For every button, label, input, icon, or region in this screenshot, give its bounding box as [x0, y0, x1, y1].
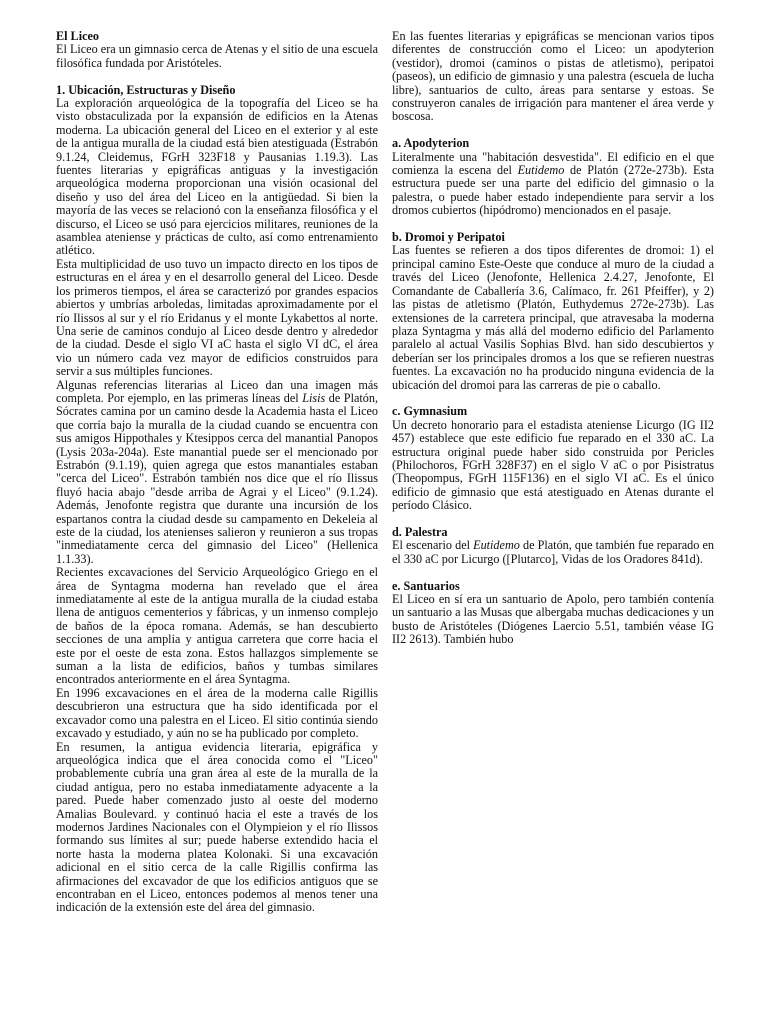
paragraph-exploracion: La exploración arqueológica de la topografía del Liceo se ha visto obstaculizada por la expansión de edificios en la Atenas moderna. La ubicación general del Liceo en el exterior y al este de la antigua muralla de la ciudad está bien atestiguada (Estrabón 9.1.24, Cleidemus, FGrH 323F18 y Pausanias 1.19.3). Las fuentes literarias y epigráficas antiguas y la investigación arqueológica moderna proporcionan una visión ocasional del diseño y uso del área del Liceo en la antigüedad. Si bien la mayoría de las veces se relacionó con la enseñanza filosófica y el discurso, el Liceo se usó para ejercicios militares, reuniones de la asamblea ateniense y prácticas de culto, así como entrenamiento atlético.	[56, 96, 378, 258]
intro-paragraph: El Liceo era un gimnasio cerca de Atenas y el sitio de una escuela filosófica fundada por Aristóteles.	[56, 42, 378, 70]
section-heading-dromoi: b. Dromoi y Peripatoi	[392, 230, 505, 245]
eutidemo-italic-2: Eutidemo	[473, 538, 520, 553]
paragraph-resumen: En resumen, la antigua evidencia literaria, epigráfica y arqueológica indica que el área conocida como el "Liceo" probablemente cubría una gran área al este de la muralla de la ciudad antigua, pero no estaba inmediatamente adyacente a la pared. Puede haber comenzado justo al oeste del moderno Amalias Boulevard. y continuó hacia el este a través de los modernos Jardines Nacionales con el Olympieion y el río Ilissos formando sus límites al sur; puede haberse extendido hacia el norte hasta la moderna platea Kolonaki. Si una excavación adicional en el sitio cerca de la calle Rigillis confirma las afirmaciones del excavador de que los edificios antiguos que se encontraban en el Liceo, entonces podemos al menos tener una indicación de la extensión este del área del gimnasio.	[56, 739, 378, 915]
paragraph-dromoi: Las fuentes se refieren a dos tipos diferentes de dromoi: 1) el principal camino Este-Oeste que conduce al muro de la ciudad a través del Liceo (Jenofonte, Hellenica 2.4.27, Jenofonte, El Comandante de Caballería 3.6, Calímaco, fr. 261 Pfeiffer), y 2) las pistas de atletismo (Platón, Euthydemus 272e-273b). Las extensiones de la carretera principal, que atravesaba la moderna plaza Syntagma y más allá del moderno edificio del Parlamento paralelo al actual Vasilis Sophias Blvd. han sido descubiertos y deberían ser los principales dromos a los que se refieren nuestras fuentes. La excavación no ha producido ninguna evidencia de la ubicación del dromoi para las carreras de pie o caballo.	[392, 243, 714, 392]
paragraph-palestra: El escenario del Eutidemo de Platón, que también fue reparado en el 330 aC por Licurgo ([Plutarco], Vidas de los Oradores 841d).	[392, 538, 714, 566]
section-heading-santuarios: e. Santuarios	[392, 578, 460, 593]
section-heading-palestra: d. Palestra	[392, 524, 448, 539]
document-title: El Liceo	[56, 29, 99, 43]
lisis-italic: Lisis	[302, 390, 326, 405]
paragraph-1996: En 1996 excavaciones en el área de la moderna calle Rigillis descubrieron una estructura que ha sido identificada por el excavador como una palestra en el Liceo. El sitio continúa siendo excavado y estudiado, y aún no se ha publicado por completo.	[56, 685, 378, 741]
paragraph-referencias: Algunas referencias literarias al Liceo dan una imagen más completa. Por ejemplo, en las primeras líneas del Lisis de Platón, Sócrates camina por un camino desde la Academia hasta el Liceo que corría bajo la muralla de la ciudad cuando se encuentra con sus amigos Hippothales y Ktesippos cerca del manantial Panopos (Lysis 203a-204a). Este manantial puede ser el mencionado por Estrabón (9.1.19), quien agrega que estos manantiales estaban "cerca del Liceo". Estrabón también nos dice que el río Ilissus fluyó hacia abajo "desde arriba de Agrai y el Liceo" (9.1.24). Además, Jenofonte registra que durante una incursión de los espartanos contra la ciudad desde su campamento en Dekeleia al este de la ciudad, los atenienses salieron y reunieron a sus tropas "inmediatamente cerca del gimnasio del Liceo" (Hellenica 1.1.33).	[56, 377, 378, 566]
section-heading-gymnasium: c. Gymnasium	[392, 404, 468, 419]
section-heading-ubicacion: 1. Ubicación, Estructuras y Diseño	[56, 82, 236, 97]
paragraph-gymnasium: Un decreto honorario para el estadista ateniense Licurgo (IG II2 457) establece que este edificio fue reparado en el 330 aC. La estructura original puede haber sido construida por Pericles (Philochoros, FGrH 328F37) en el siglo V aC o por Pisistratus (Theopompus, FGrH 115F136) en el siglo VI aC. Es el único edificio de gimnasio que está atestiguado en Atenas durante el período Clásico.	[392, 417, 714, 513]
left-column	[56, 30, 378, 915]
paragraph-santuarios: El Liceo en sí era un santuario de Apolo, pero también contenía un santuario a las Musas que albergaba muchas dedicaciones y un busto de Aristóteles (Diógenes Laercio 5.51, también véase IG II2 2613). También hubo	[392, 591, 714, 647]
paragraph-multiplicidad: Esta multiplicidad de uso tuvo un impacto directo en los tipos de estructuras en el área y en el desarrollo general del Liceo. Desde los primeros tiempos, el área se caracterizó por grandes espacios abiertos y umbrías arboledas, limitadas aproximadamente por el río Ilissos al sur y el río Eridanus y el monte Lykabettos al norte. Una serie de caminos condujo al Liceo desde dentro y alrededor de la ciudad. Desde el siglo VI aC hasta el siglo VI dC, el área vio un número cada vez mayor de edificios construidos para servir a sus múltiples funciones.	[56, 256, 378, 379]
paragraph-excavaciones: Recientes excavaciones del Servicio Arqueológico Griego en el área de Syntagma moderna han revelado que el área inmediatamente al este de la antigua muralla de la ciudad estaba llena de antiguos cementerios y fábricas, y un inmenso complejo de baños de la época romana. Además, se han descubierto secciones de una amplia y antigua carretera que corre hacia el este por el oeste de esta zona. Estos hallazgos simplemente se suman a la lista de edificios, baños y tumbas similares encontrados anteriormente en el área Syntagma.	[56, 565, 378, 687]
section-heading-apodyterion: a. Apodyterion	[392, 136, 470, 151]
paragraph-apodyterion: Literalmente una "habitación desvestida". El edificio en el que comienza la escena del Eutidemo de Platón (272e-273b). Esta estructura puede ser una parte del edificio del gimnasio o la palestra, o puede haber estado independiente para servir a los dromos cubiertos (hipódromo) mencionados en el pasaje.	[392, 149, 714, 218]
paragraph-tipos: En las fuentes literarias y epigráficas se mencionan varios tipos diferentes de construcción como el Liceo: un apodyterion (vestidor), dromoi (caminos o pistas de atletismo), peripatoi (paseos), un edificio de gimnasio y una palestra (escuela de lucha libre), santuarios de culto, áreas para sentarse y estoas. Se construyeron canales de irrigación para mantener el área verde y boscosa.	[392, 29, 714, 124]
right-column	[392, 30, 714, 647]
eutidemo-italic: Eutidemo	[517, 163, 565, 178]
